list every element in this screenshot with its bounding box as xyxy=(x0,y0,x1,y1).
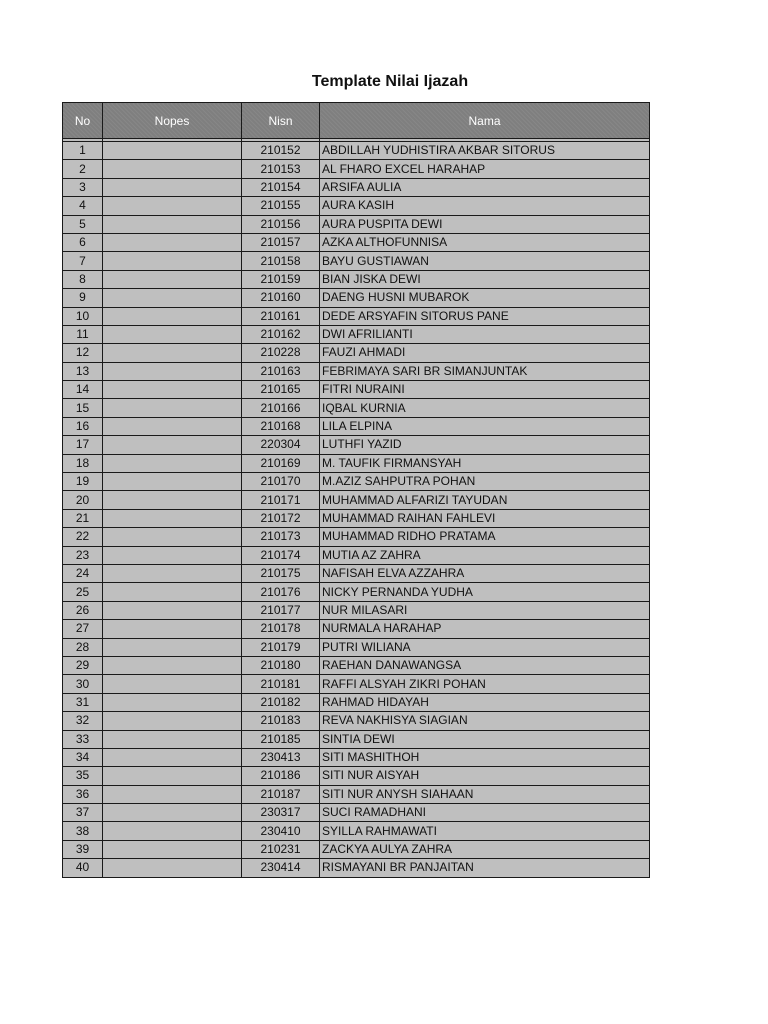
cell-nisn[interactable]: 210156 xyxy=(242,215,320,233)
cell-no[interactable]: 8 xyxy=(63,270,103,288)
cell-nama[interactable]: ARSIFA AULIA xyxy=(320,178,650,196)
table-row xyxy=(63,344,650,362)
cell-no[interactable]: 27 xyxy=(63,620,103,638)
cell-no[interactable]: 28 xyxy=(63,638,103,656)
table-row xyxy=(63,675,650,693)
cell-nisn[interactable]: 210228 xyxy=(242,344,320,362)
cell-no[interactable]: 30 xyxy=(63,675,103,693)
cell-nopes[interactable] xyxy=(103,289,242,307)
cell-nopes[interactable] xyxy=(103,142,242,160)
cell-nama[interactable]: BIAN JISKA DEWI xyxy=(320,270,650,288)
cell-no[interactable]: 7 xyxy=(63,252,103,270)
table-row xyxy=(63,325,650,343)
cell-no[interactable]: 33 xyxy=(63,730,103,748)
cell-nopes[interactable] xyxy=(103,656,242,674)
cell-no[interactable]: 37 xyxy=(63,804,103,822)
cell-no[interactable]: 16 xyxy=(63,417,103,435)
table-row xyxy=(63,270,650,288)
cell-nopes[interactable] xyxy=(103,638,242,656)
cell-no[interactable]: 14 xyxy=(63,381,103,399)
cell-no[interactable]: 13 xyxy=(63,362,103,380)
table-row xyxy=(63,638,650,656)
table-row xyxy=(63,252,650,270)
cell-nisn[interactable]: 230410 xyxy=(242,822,320,840)
table-row xyxy=(63,215,650,233)
cell-nisn[interactable]: 230413 xyxy=(242,748,320,766)
cell-nopes[interactable] xyxy=(103,822,242,840)
table-row xyxy=(63,583,650,601)
cell-no[interactable]: 6 xyxy=(63,233,103,251)
cell-nisn[interactable]: 220304 xyxy=(242,436,320,454)
table-row xyxy=(63,601,650,619)
cell-nopes[interactable] xyxy=(103,859,242,877)
cell-nama[interactable]: SITI MASHITHOH xyxy=(320,748,650,766)
cell-nopes[interactable] xyxy=(103,730,242,748)
table-row xyxy=(63,233,650,251)
cell-nama[interactable]: MUHAMMAD RIDHO PRATAMA xyxy=(320,528,650,546)
cell-nisn[interactable]: 210180 xyxy=(242,656,320,674)
cell-nopes[interactable] xyxy=(103,712,242,730)
table-row xyxy=(63,840,650,858)
cell-nama[interactable]: DAENG HUSNI MUBAROK xyxy=(320,289,650,307)
cell-no[interactable]: 21 xyxy=(63,509,103,527)
cell-nopes[interactable] xyxy=(103,252,242,270)
column-header-nopes: Nopes xyxy=(103,103,242,139)
cell-nama[interactable]: SINTIA DEWI xyxy=(320,730,650,748)
cell-nisn[interactable]: 210176 xyxy=(242,583,320,601)
cell-no[interactable]: 24 xyxy=(63,564,103,582)
cell-nisn[interactable]: 210178 xyxy=(242,620,320,638)
cell-nama[interactable]: SYILLA RAHMAWATI xyxy=(320,822,650,840)
cell-nama[interactable]: M. TAUFIK FIRMANSYAH xyxy=(320,454,650,472)
cell-nama[interactable]: NURMALA HARAHAP xyxy=(320,620,650,638)
cell-nama[interactable]: FEBRIMAYA SARI BR SIMANJUNTAK xyxy=(320,362,650,380)
cell-no[interactable]: 2 xyxy=(63,160,103,178)
cell-nopes[interactable] xyxy=(103,160,242,178)
cell-nisn[interactable]: 210181 xyxy=(242,675,320,693)
table-row xyxy=(63,712,650,730)
cell-nopes[interactable] xyxy=(103,620,242,638)
cell-nisn[interactable]: 210166 xyxy=(242,399,320,417)
cell-nama[interactable]: PUTRI WILIANA xyxy=(320,638,650,656)
cell-nama[interactable]: AURA KASIH xyxy=(320,197,650,215)
table-row xyxy=(63,859,650,877)
cell-nisn[interactable]: 210154 xyxy=(242,178,320,196)
table-row xyxy=(63,289,650,307)
cell-nopes[interactable] xyxy=(103,491,242,509)
cell-nopes[interactable] xyxy=(103,270,242,288)
cell-nisn[interactable]: 210162 xyxy=(242,325,320,343)
cell-nopes[interactable] xyxy=(103,564,242,582)
column-header-no: No xyxy=(63,103,103,139)
table-row xyxy=(63,730,650,748)
cell-nisn[interactable]: 210169 xyxy=(242,454,320,472)
page-title: Template Nilai Ijazah xyxy=(311,73,469,90)
cell-nopes[interactable] xyxy=(103,546,242,564)
cell-nama[interactable]: RAHMAD HIDAYAH xyxy=(320,693,650,711)
table-row xyxy=(63,417,650,435)
cell-nisn[interactable]: 210170 xyxy=(242,473,320,491)
cell-nopes[interactable] xyxy=(103,325,242,343)
cell-nopes[interactable] xyxy=(103,583,242,601)
cell-nama[interactable]: AL FHARO EXCEL HARAHAP xyxy=(320,160,650,178)
cell-nisn[interactable]: 210175 xyxy=(242,564,320,582)
cell-nisn[interactable]: 210158 xyxy=(242,252,320,270)
cell-no[interactable]: 19 xyxy=(63,473,103,491)
cell-nisn[interactable]: 210157 xyxy=(242,233,320,251)
cell-nisn[interactable]: 210182 xyxy=(242,693,320,711)
cell-nopes[interactable] xyxy=(103,417,242,435)
cell-nisn[interactable]: 210163 xyxy=(242,362,320,380)
cell-nisn[interactable]: 210183 xyxy=(242,712,320,730)
table-row xyxy=(63,748,650,766)
cell-nama[interactable]: ZACKYA AULYA ZAHRA xyxy=(320,840,650,858)
cell-nopes[interactable] xyxy=(103,675,242,693)
cell-nisn[interactable]: 210165 xyxy=(242,381,320,399)
cell-no[interactable]: 9 xyxy=(63,289,103,307)
cell-nama[interactable]: NICKY PERNANDA YUDHA xyxy=(320,583,650,601)
cell-no[interactable]: 35 xyxy=(63,767,103,785)
table-row xyxy=(63,399,650,417)
cell-nisn[interactable]: 210173 xyxy=(242,528,320,546)
table-row xyxy=(63,307,650,325)
table-row xyxy=(63,546,650,564)
cell-nopes[interactable] xyxy=(103,748,242,766)
cell-no[interactable]: 31 xyxy=(63,693,103,711)
table-row xyxy=(63,197,650,215)
cell-nama[interactable]: IQBAL KURNIA xyxy=(320,399,650,417)
cell-nisn[interactable]: 210153 xyxy=(242,160,320,178)
cell-no[interactable]: 11 xyxy=(63,325,103,343)
cell-nama[interactable]: DEDE ARSYAFIN SITORUS PANE xyxy=(320,307,650,325)
cell-nopes[interactable] xyxy=(103,767,242,785)
cell-nisn[interactable]: 230414 xyxy=(242,859,320,877)
cell-nisn[interactable]: 210174 xyxy=(242,546,320,564)
table-row xyxy=(63,620,650,638)
grade-table xyxy=(62,102,650,878)
cell-no[interactable]: 4 xyxy=(63,197,103,215)
cell-no[interactable]: 20 xyxy=(63,491,103,509)
cell-nisn[interactable]: 210177 xyxy=(242,601,320,619)
cell-nama[interactable]: BAYU GUSTIAWAN xyxy=(320,252,650,270)
cell-nisn[interactable]: 230317 xyxy=(242,804,320,822)
cell-nisn[interactable]: 210185 xyxy=(242,730,320,748)
cell-nama[interactable]: AURA PUSPITA DEWI xyxy=(320,215,650,233)
cell-no[interactable]: 38 xyxy=(63,822,103,840)
cell-nopes[interactable] xyxy=(103,840,242,858)
cell-nisn[interactable]: 210160 xyxy=(242,289,320,307)
cell-no[interactable]: 15 xyxy=(63,399,103,417)
cell-no[interactable]: 32 xyxy=(63,712,103,730)
table-row xyxy=(63,767,650,785)
table-row xyxy=(63,436,650,454)
cell-nopes[interactable] xyxy=(103,381,242,399)
cell-no[interactable]: 17 xyxy=(63,436,103,454)
cell-nopes[interactable] xyxy=(103,215,242,233)
cell-no[interactable]: 25 xyxy=(63,583,103,601)
cell-nopes[interactable] xyxy=(103,307,242,325)
cell-nama[interactable]: RAFFI ALSYAH ZIKRI POHAN xyxy=(320,675,650,693)
cell-no[interactable]: 34 xyxy=(63,748,103,766)
table-row xyxy=(63,491,650,509)
cell-nopes[interactable] xyxy=(103,233,242,251)
cell-nopes[interactable] xyxy=(103,399,242,417)
cell-no[interactable]: 12 xyxy=(63,344,103,362)
cell-nisn[interactable]: 210179 xyxy=(242,638,320,656)
cell-no[interactable]: 23 xyxy=(63,546,103,564)
cell-nama[interactable]: REVA NAKHISYA SIAGIAN xyxy=(320,712,650,730)
cell-nama[interactable]: MUHAMMAD ALFARIZI TAYUDAN xyxy=(320,491,650,509)
cell-nisn[interactable]: 210187 xyxy=(242,785,320,803)
cell-nopes[interactable] xyxy=(103,344,242,362)
table-row xyxy=(63,785,650,803)
cell-nisn[interactable]: 210159 xyxy=(242,270,320,288)
cell-nisn[interactable]: 210186 xyxy=(242,767,320,785)
column-header-nisn: Nisn xyxy=(242,103,320,139)
cell-nama[interactable]: SITI NUR AISYAH xyxy=(320,767,650,785)
table-row xyxy=(63,473,650,491)
table-row xyxy=(63,362,650,380)
cell-nopes[interactable] xyxy=(103,693,242,711)
table-body xyxy=(63,139,650,878)
cell-nisn[interactable]: 210155 xyxy=(242,197,320,215)
cell-nama[interactable]: LUTHFI YAZID xyxy=(320,436,650,454)
column-header-nama: Nama xyxy=(320,103,650,139)
cell-nama[interactable]: ABDILLAH YUDHISTIRA AKBAR SITORUS xyxy=(320,142,650,160)
cell-no[interactable]: 39 xyxy=(63,840,103,858)
cell-no[interactable]: 29 xyxy=(63,656,103,674)
cell-nopes[interactable] xyxy=(103,804,242,822)
cell-nopes[interactable] xyxy=(103,178,242,196)
header-row xyxy=(63,103,650,139)
cell-no[interactable]: 40 xyxy=(63,859,103,877)
cell-nama[interactable]: RISMAYANI BR PANJAITAN xyxy=(320,859,650,877)
cell-nama[interactable]: LILA ELPINA xyxy=(320,417,650,435)
cell-no[interactable]: 5 xyxy=(63,215,103,233)
table-row xyxy=(63,804,650,822)
cell-no[interactable]: 18 xyxy=(63,454,103,472)
cell-nopes[interactable] xyxy=(103,601,242,619)
cell-nisn[interactable]: 210152 xyxy=(242,142,320,160)
cell-nisn[interactable]: 210161 xyxy=(242,307,320,325)
cell-no[interactable]: 26 xyxy=(63,601,103,619)
table-row xyxy=(63,693,650,711)
cell-nama[interactable]: M.AZIZ SAHPUTRA POHAN xyxy=(320,473,650,491)
cell-nisn[interactable]: 210171 xyxy=(242,491,320,509)
cell-nopes[interactable] xyxy=(103,509,242,527)
cell-no[interactable]: 1 xyxy=(63,142,103,160)
table-row xyxy=(63,656,650,674)
table-row xyxy=(63,142,650,160)
cell-no[interactable]: 36 xyxy=(63,785,103,803)
cell-nama[interactable]: MUTIA AZ ZAHRA xyxy=(320,546,650,564)
cell-nopes[interactable] xyxy=(103,197,242,215)
cell-nama[interactable]: MUHAMMAD RAIHAN FAHLEVI xyxy=(320,509,650,527)
cell-nama[interactable]: NAFISAH ELVA AZZAHRA xyxy=(320,564,650,582)
cell-nama[interactable]: RAEHAN DANAWANGSA xyxy=(320,656,650,674)
cell-nama[interactable]: SITI NUR ANYSH SIAHAAN xyxy=(320,785,650,803)
table-row xyxy=(63,822,650,840)
cell-nisn[interactable]: 210168 xyxy=(242,417,320,435)
cell-nopes[interactable] xyxy=(103,436,242,454)
cell-nama[interactable]: NUR MILASARI xyxy=(320,601,650,619)
cell-no[interactable]: 22 xyxy=(63,528,103,546)
cell-no[interactable]: 10 xyxy=(63,307,103,325)
table-row xyxy=(63,564,650,582)
cell-nopes[interactable] xyxy=(103,785,242,803)
cell-nopes[interactable] xyxy=(103,473,242,491)
cell-nama[interactable]: AZKA ALTHOFUNNISA xyxy=(320,233,650,251)
table-row xyxy=(63,454,650,472)
cell-nama[interactable]: FITRI NURAINI xyxy=(320,381,650,399)
table-row xyxy=(63,160,650,178)
cell-nama[interactable]: DWI AFRILIANTI xyxy=(320,325,650,343)
cell-nama[interactable]: SUCI RAMADHANI xyxy=(320,804,650,822)
cell-nama[interactable]: FAUZI AHMADI xyxy=(320,344,650,362)
table-row xyxy=(63,381,650,399)
cell-no[interactable]: 3 xyxy=(63,178,103,196)
table-row xyxy=(63,178,650,196)
table-row xyxy=(63,528,650,546)
cell-nisn[interactable]: 210231 xyxy=(242,840,320,858)
cell-nopes[interactable] xyxy=(103,454,242,472)
cell-nopes[interactable] xyxy=(103,362,242,380)
cell-nisn[interactable]: 210172 xyxy=(242,509,320,527)
table-row xyxy=(63,509,650,527)
cell-nopes[interactable] xyxy=(103,528,242,546)
